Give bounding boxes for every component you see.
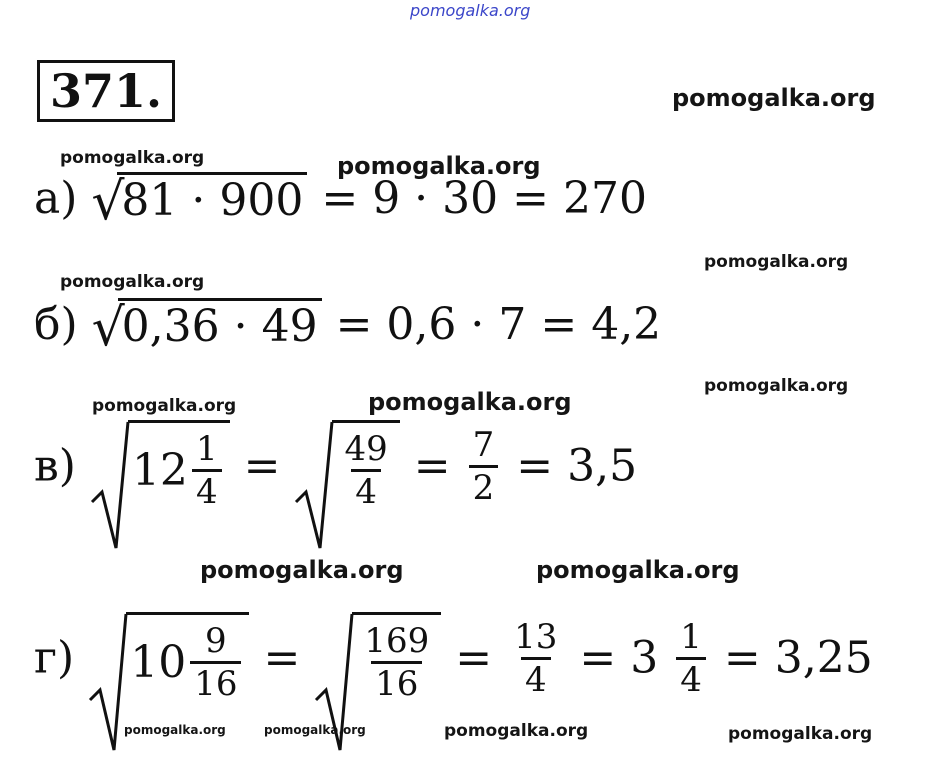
fraction-d1 [190,621,241,704]
fraction-d3 [510,617,561,700]
problem-number: 371. [37,60,175,122]
fraction-c3 [469,425,499,508]
numerator: 9 [205,621,227,661]
numerator: 1 [680,616,702,657]
sqrt-a [91,171,307,233]
numerator: 7 [472,424,495,465]
denominator: 2 [469,465,499,508]
watermark: pomogalka.org [536,556,740,584]
denominator: 4 [192,469,222,512]
result-c: = 3,5 [516,440,638,492]
watermark: pomogalka.org [60,272,205,292]
radical-sign-icon: √ [91,172,125,233]
radicand-a: 81 · 900 [117,172,307,226]
radical-sign-icon [314,612,354,752]
watermark: pomogalka.org [728,724,873,744]
sqrt-d1 [88,612,249,704]
equals: = [579,632,617,684]
equals: = [243,440,281,492]
watermark: pomogalka.org [672,84,876,112]
denominator: 4 [351,469,381,512]
numerator: 169 [364,621,430,661]
whole-d4: 3 [630,632,659,684]
equals: = [263,632,301,684]
sqrt-c2 [294,420,399,512]
equation-a [34,170,647,233]
fraction-c1 [192,429,222,512]
radical-sign-icon [294,420,334,550]
result-b: = 0,6 · 7 = 4,2 [335,299,662,350]
radical-sign-icon: √ [91,298,125,359]
sqrt-c1 [90,420,230,512]
equals: = [413,440,451,492]
watermark-top: pomogalka.org [410,1,531,20]
sqrt-b [91,297,322,359]
label-c: в) [34,440,76,492]
equation-b [34,296,662,359]
numerator: 13 [514,616,558,657]
label-b: б) [34,299,78,350]
equation-c [34,420,637,512]
denominator: 4 [676,657,706,700]
watermark: pomogalka.org [264,723,366,737]
watermark: pomogalka.org [704,376,849,396]
result-a: = 9 · 30 = 270 [321,173,647,224]
watermark: pomogalka.org [444,721,589,741]
watermark: pomogalka.org [60,148,205,168]
whole-c: 12 [131,445,188,496]
fraction-d4 [676,617,706,700]
numerator: 1 [195,429,218,469]
watermark: pomogalka.org [704,252,849,272]
equals: = [455,632,493,684]
label-d: г) [34,632,75,684]
equation-d [34,612,873,704]
whole-d: 10 [130,637,187,688]
watermark: pomogalka.org [200,556,404,584]
numerator: 49 [344,429,388,469]
label-a: а) [34,173,78,224]
radicand-b: 0,36 · 49 [118,298,322,352]
watermark: pomogalka.org [337,152,541,180]
denominator: 16 [190,661,241,704]
denominator: 16 [371,661,422,704]
denominator: 4 [521,657,551,700]
watermark: pomogalka.org [124,723,226,737]
watermark: pomogalka.org [368,388,572,416]
fraction-d2 [360,621,433,704]
watermark: pomogalka.org [92,396,237,416]
result-d: = 3,25 [723,632,873,684]
sqrt-d2 [314,612,441,704]
radical-sign-icon [88,612,128,752]
fraction-c2 [340,429,391,512]
radical-sign-icon [90,420,130,550]
